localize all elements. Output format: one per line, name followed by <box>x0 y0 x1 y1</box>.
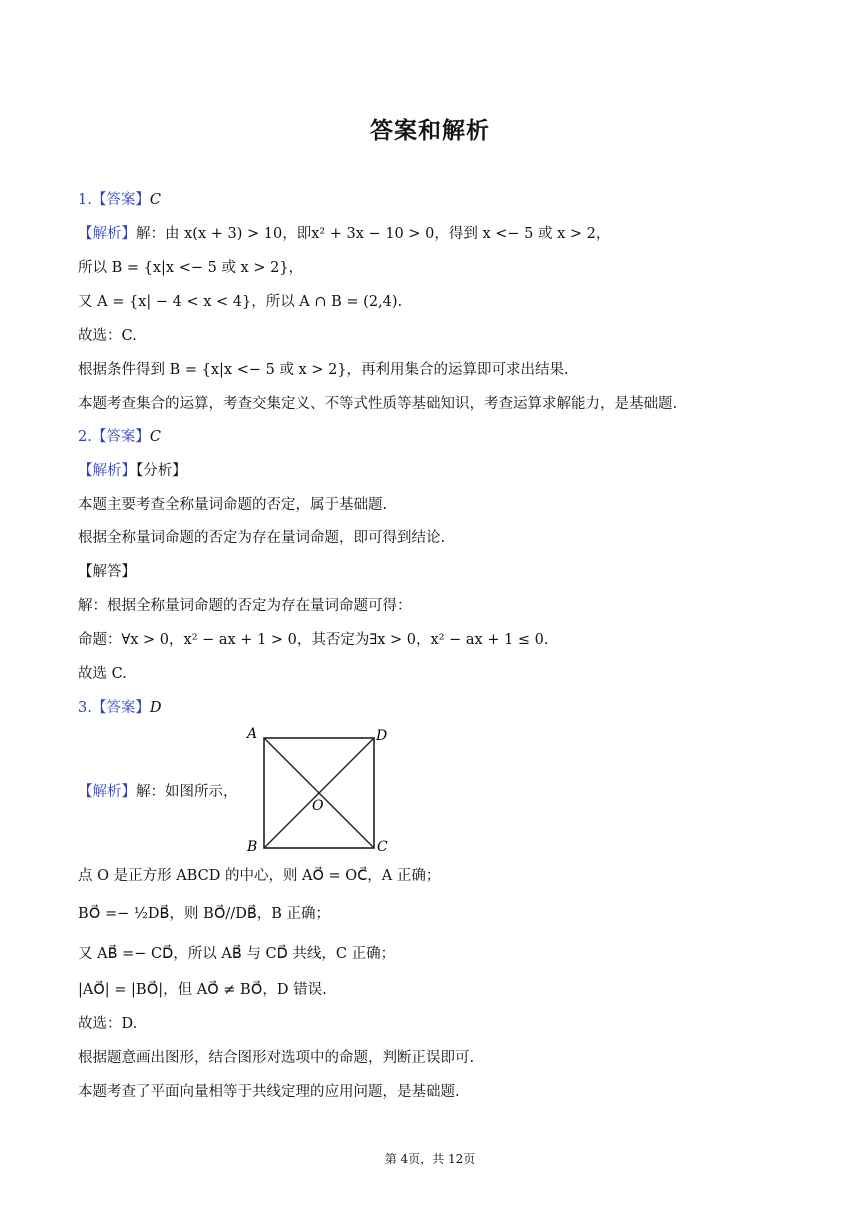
q2-text-5: 故选 C. <box>78 666 127 682</box>
q2-jieda-tag: 【解答】 <box>78 564 136 580</box>
q2-fenxi-tag: 【分析】 <box>136 463 187 479</box>
q3-answer-tag: 【答案】 <box>91 700 150 716</box>
q3-text-6: 根据题意画出图形，结合图形对选项中的命题，判断正误即可. <box>78 1050 475 1066</box>
q2-text-2: 根据全称量词命题的否定为存在量词命题，即可得到结论. <box>78 530 446 546</box>
q1-text-4: 故选：C. <box>78 328 137 344</box>
q1-text-2: 所以 B = {x|x <− 5 或 x > 2}， <box>78 260 304 276</box>
q2-number: 2. <box>78 429 92 445</box>
q1-text-3: 又 A = {x| − 4 < x < 4}，所以 A ∩ B = (2,4). <box>78 294 403 310</box>
q1-analysis-tag: 【解析】 <box>78 226 136 242</box>
q3-text-1: 点 O 是正方形 ABCD 的中心，则 AO⃗ = OC⃗，A 正确； <box>78 868 441 884</box>
q2-analysis-line <box>78 461 187 481</box>
label-a: A <box>247 726 258 742</box>
q1-text-5: 根据条件得到 B = {x|x <− 5 或 x > 2}，再利用集合的运算即可求出结果. <box>78 362 569 378</box>
q2-text-4: 命题：∀x > 0，x² − ax + 1 > 0，其否定为∃x > 0，x² − ax + 1 ≤ 0. <box>78 632 549 648</box>
q2-text-3: 解：根据全称量词命题的否定为存在量词命题可得： <box>78 598 412 614</box>
q1-text-6: 本题考查集合的运算，考查交集定义、不等式性质等基础知识，考查运算求解能力，是基础题. <box>78 396 678 412</box>
q1-analysis-line <box>78 224 610 244</box>
q3-answer-line <box>78 698 161 718</box>
page-footer: 第 4页，共 12页 <box>384 1152 476 1166</box>
q2-analysis-tag: 【解析】 <box>78 463 136 479</box>
square-figure <box>238 722 398 854</box>
q1-answer-line <box>78 190 161 210</box>
q2-text-1: 本题主要考查全称量词命题的否定，属于基础题. <box>78 497 388 513</box>
q3-text-7: 本题考查了平面向量相等于共线定理的应用问题，是基础题. <box>78 1084 460 1100</box>
label-c: C <box>377 839 388 854</box>
q2-answer-line <box>78 427 161 447</box>
q3-text-5: 故选：D. <box>78 1016 138 1032</box>
q2-answer-tag: 【答案】 <box>91 429 150 445</box>
q1-answer-tag: 【答案】 <box>91 192 150 208</box>
label-d: D <box>376 728 388 744</box>
q3-answer: D <box>149 700 162 716</box>
q1-number: 1. <box>78 192 92 208</box>
q2-answer: C <box>149 429 161 445</box>
q3-intro: 解：如图所示， <box>136 784 238 800</box>
q3-text-3: 又 AB⃗ =− CD⃗，所以 AB⃗ 与 CD⃗ 共线，C 正确； <box>78 946 396 962</box>
label-o: O <box>312 798 324 814</box>
q3-analysis-tag: 【解析】 <box>78 784 136 800</box>
label-b: B <box>247 839 258 854</box>
q3-text-2: BO⃗ =− ½DB⃗，则 BO⃗//DB⃗，B 正确； <box>78 906 331 922</box>
q1-text-1: 解：由 x(x + 3) > 10，即x² + 3x − 10 > 0，得到 x <− 5 或 x > 2， <box>136 226 611 242</box>
page-title: 答案和解析 <box>370 118 490 144</box>
q3-text-4: |AO⃗| = |BO⃗|，但 AO⃗ ≠ BO⃗，D 错误. <box>78 982 327 998</box>
q1-answer: C <box>149 192 161 208</box>
q3-analysis-line <box>78 782 238 802</box>
q3-number: 3. <box>78 700 92 716</box>
